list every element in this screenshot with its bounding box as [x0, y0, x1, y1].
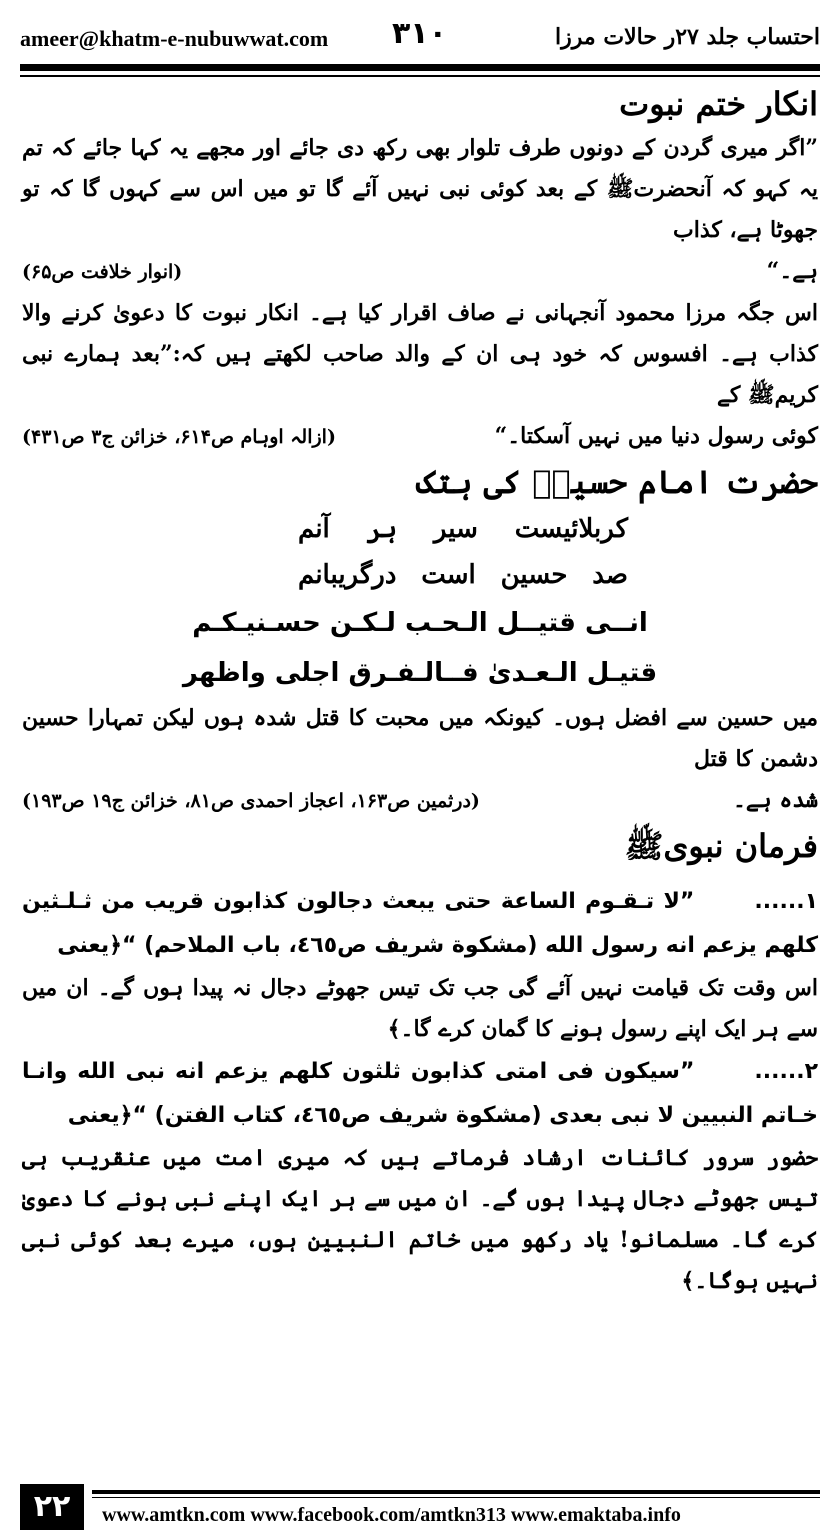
couplet-word: کربلائیست: [514, 514, 628, 544]
hadith-1-translation: اس وقت تک قیامت نہیں آئے گی جب تک تیس جھوٹے دجال نہ پیدا ہوں گے۔ ان میں سے ہر ایک اپنے رسول ہونے کا گمان کرے گا۔﴾: [22, 975, 818, 1042]
commentary-reference: (ازالہ اوہام ص۶۱۴، خزائن ج۳ ص۴۳۱): [22, 426, 336, 448]
section-heading-farman-nabawi: فرمان نبویﷺ: [624, 827, 818, 865]
header-email: ameer@khatm-e-nubuwwat.com: [20, 26, 329, 51]
quote-paragraph: ”اگر میری گردن کے دونوں طرف تلوار بھی رکھ دی جائے اور مجھے یہ کہا جائے کہ تم یہ کہو کہ آنحضرتﷺ کے بعد کوئی نبی نہیں آئے گا تو میں اس سے کہوں گا کہ تو جھوٹا ہے، کذاب: [22, 135, 818, 243]
couplet-word: است: [421, 560, 476, 590]
hadith-2-number: ۲......: [754, 1059, 818, 1084]
arabic-verse-line-1: انــی قتیــل الـحـب لـکـن حسـنیـکـم: [192, 608, 648, 638]
page-footer: [20, 1484, 820, 1534]
quote-end-row: [22, 251, 818, 293]
commentary-end-row: [22, 416, 818, 458]
section-heading-khatm-nubuwwat: انکار ختم نبوت: [619, 85, 818, 123]
couplet-word: صد: [592, 560, 628, 590]
quote-reference: (انوار خلافت ص۶۵): [22, 261, 183, 283]
page-header: [20, 14, 820, 60]
arabic-verse-line-2: قتیـل الـعـدیٰ فــالـفـرق اجلی واظهر: [182, 658, 658, 688]
header-rule-thin: [20, 75, 820, 77]
verse-reference: (درثمین ص۱۶۳، اعجاز احمدی ص۸۱، خزائن ج۱۹ ص۱۹۳): [22, 790, 480, 812]
footer-page-number: ٢٢: [20, 1484, 84, 1530]
couplet-word: درگریبانم: [298, 560, 397, 590]
quote-end-text: ہے۔“: [766, 258, 818, 284]
page-body: [22, 80, 818, 1302]
header-book-title: احتساب جلد ۲۷ر حالات مرزا: [555, 24, 820, 50]
footer-links: www.amtkn.com www.facebook.com/amtkn313 www.emaktaba.info: [102, 1504, 681, 1526]
header-rule: [20, 64, 820, 71]
verse-translation-end-row: [22, 780, 818, 822]
couplet-word: سیر: [433, 514, 478, 544]
verse-translation: میں حسین سے افضل ہوں۔ کیونکہ میں محبت کا قتل شدہ ہوں لیکن تمہارا حسین دشمن کا قتل: [22, 705, 818, 772]
hadith-1-arabic: [22, 880, 818, 968]
hadith-1-number: ۱......: [754, 889, 818, 914]
hadith-2-text: ”سيكون فى امتى كذابون ثلثون كلهم يزعم انه نبى الله وانـا خـاتم النبيين لا نبى بعدى (مشكوة شريف ص٤٦٥، كتاب الفتن) “﴿یعنی: [22, 1059, 818, 1128]
footer-rule: [92, 1490, 820, 1494]
couplet-word: ہر: [366, 514, 398, 544]
section-heading-imam-hussain: حضرت امام حسینؓ کی ہتک: [416, 463, 818, 501]
couplet-word: حسین: [500, 560, 568, 590]
commentary-end-text: کوئی رسول دنیا میں نہیں آسکتا۔“: [494, 423, 818, 449]
couplet-word: آنم: [298, 514, 330, 544]
header-page-number: ٣١٠: [392, 16, 447, 51]
hadith-2-arabic: [22, 1050, 818, 1138]
verse-translation-end: شدہ ہے۔: [732, 787, 818, 813]
footer-rule-thin: [92, 1497, 820, 1498]
couplet-line-1: [298, 506, 628, 552]
couplet-line-2: [298, 552, 628, 598]
persian-couplet: [22, 506, 818, 598]
commentary-paragraph: اس جگہ مرزا محمود آنجہانی نے صاف اقرار کیا ہے۔ انکار نبوت کا دعویٰ کرنے والا کذاب ہے۔ افسوس کہ خود ہی ان کے والد صاحب لکھتے ہیں کہ:”بعد ہمارے نبی کریمﷺ کے: [22, 300, 818, 408]
hadith-1-text: ”لا تـقـوم الساعة حتى يبعث دجالون كذابون قريب من ثـلـثين كلهم يزعم انه رسول الله (مشكوة شريف ص٤٦٥، باب الملاحم) “﴿یعنی: [22, 889, 818, 958]
hadith-2-translation: حضور سرور کائنات ارشاد فرماتے ہیں کہ میری امت میں عنقریب ہی تیس جھوٹے دجال پیدا ہوں گے۔ ان میں سے ہر ایک اپنے نبی ہونے کا دعویٰ کرے گا۔ مسلمانو! یاد رکھو میں خاتم النبیین ہوں، میرے بعد کوئی نبی نہیں ہوگا۔﴾: [22, 1145, 818, 1294]
